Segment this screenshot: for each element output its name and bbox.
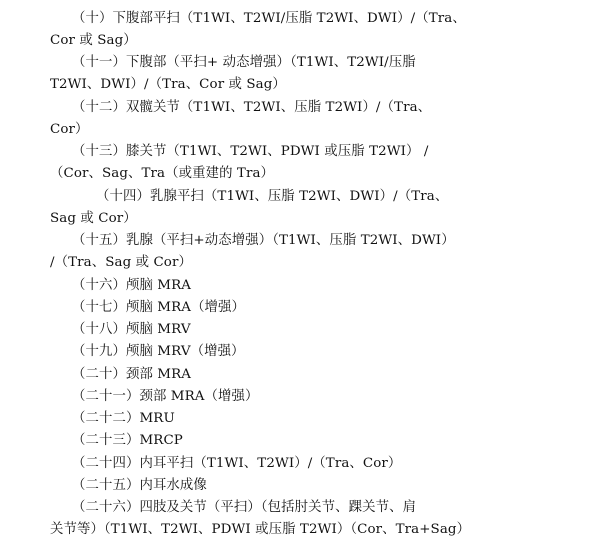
text-line: Cor） bbox=[50, 122, 89, 137]
text-line: Sag 或 Cor） bbox=[50, 211, 137, 226]
text-line: （十五）乳腺（平扫+动态增强）（T1WI、压脂 T2WI、DWI） bbox=[72, 233, 455, 248]
text-line: （十三）膝关节（T1WI、T2WI、PDWI 或压脂 T2WI） / bbox=[72, 144, 429, 159]
text-line: （二十二）MRU bbox=[72, 411, 175, 426]
text-line: （十八）颅脑 MRV bbox=[72, 322, 191, 337]
text-line: （十六）颅脑 MRA bbox=[72, 278, 192, 293]
text-line: （二十三）MRCP bbox=[72, 433, 183, 448]
text-line: （十七）颅脑 MRA（增强） bbox=[72, 300, 246, 315]
text-line: （十四）乳腺平扫（T1WI、压脂 T2WI、DWI）/（Tra、 bbox=[96, 189, 449, 204]
text-line: （二十一）颈部 MRA（增强） bbox=[72, 389, 259, 404]
text-line: （二十四）内耳平扫（T1WI、T2WI）/（Tra、Cor） bbox=[72, 456, 402, 471]
text-line: （二十）颈部 MRA bbox=[72, 367, 192, 382]
text-line: T2WI、DWI）/（Tra、Cor 或 Sag） bbox=[50, 77, 286, 92]
text-line: （十一）下腹部（平扫+ 动态增强）（T1WI、T2WI/压脂 bbox=[72, 55, 416, 70]
text-line: （二十六）四肢及关节（平扫）（包括肘关节、踝关节、肩 bbox=[72, 500, 417, 515]
text-line: 关节等）（T1WI、T2WI、PDWI 或压脂 T2WI）（Cor、Tra+Sag） bbox=[50, 522, 471, 537]
text-line: （十二）双髋关节（T1WI、T2WI、压脂 T2WI）/（Tra、 bbox=[72, 100, 432, 115]
text-line: Cor 或 Sag） bbox=[50, 33, 137, 48]
text-line: （十九）颅脑 MRV（增强） bbox=[72, 344, 245, 359]
text-line: （十）下腹部平扫（T1WI、T2WI/压脂 T2WI、DWI）/（Tra、 bbox=[72, 11, 466, 26]
text-line: （二十五）内耳水成像 bbox=[72, 478, 207, 493]
text-line: （Cor、Sag、Tra（或重建的 Tra） bbox=[50, 166, 275, 181]
text-line: /（Tra、Sag 或 Cor） bbox=[50, 255, 192, 270]
